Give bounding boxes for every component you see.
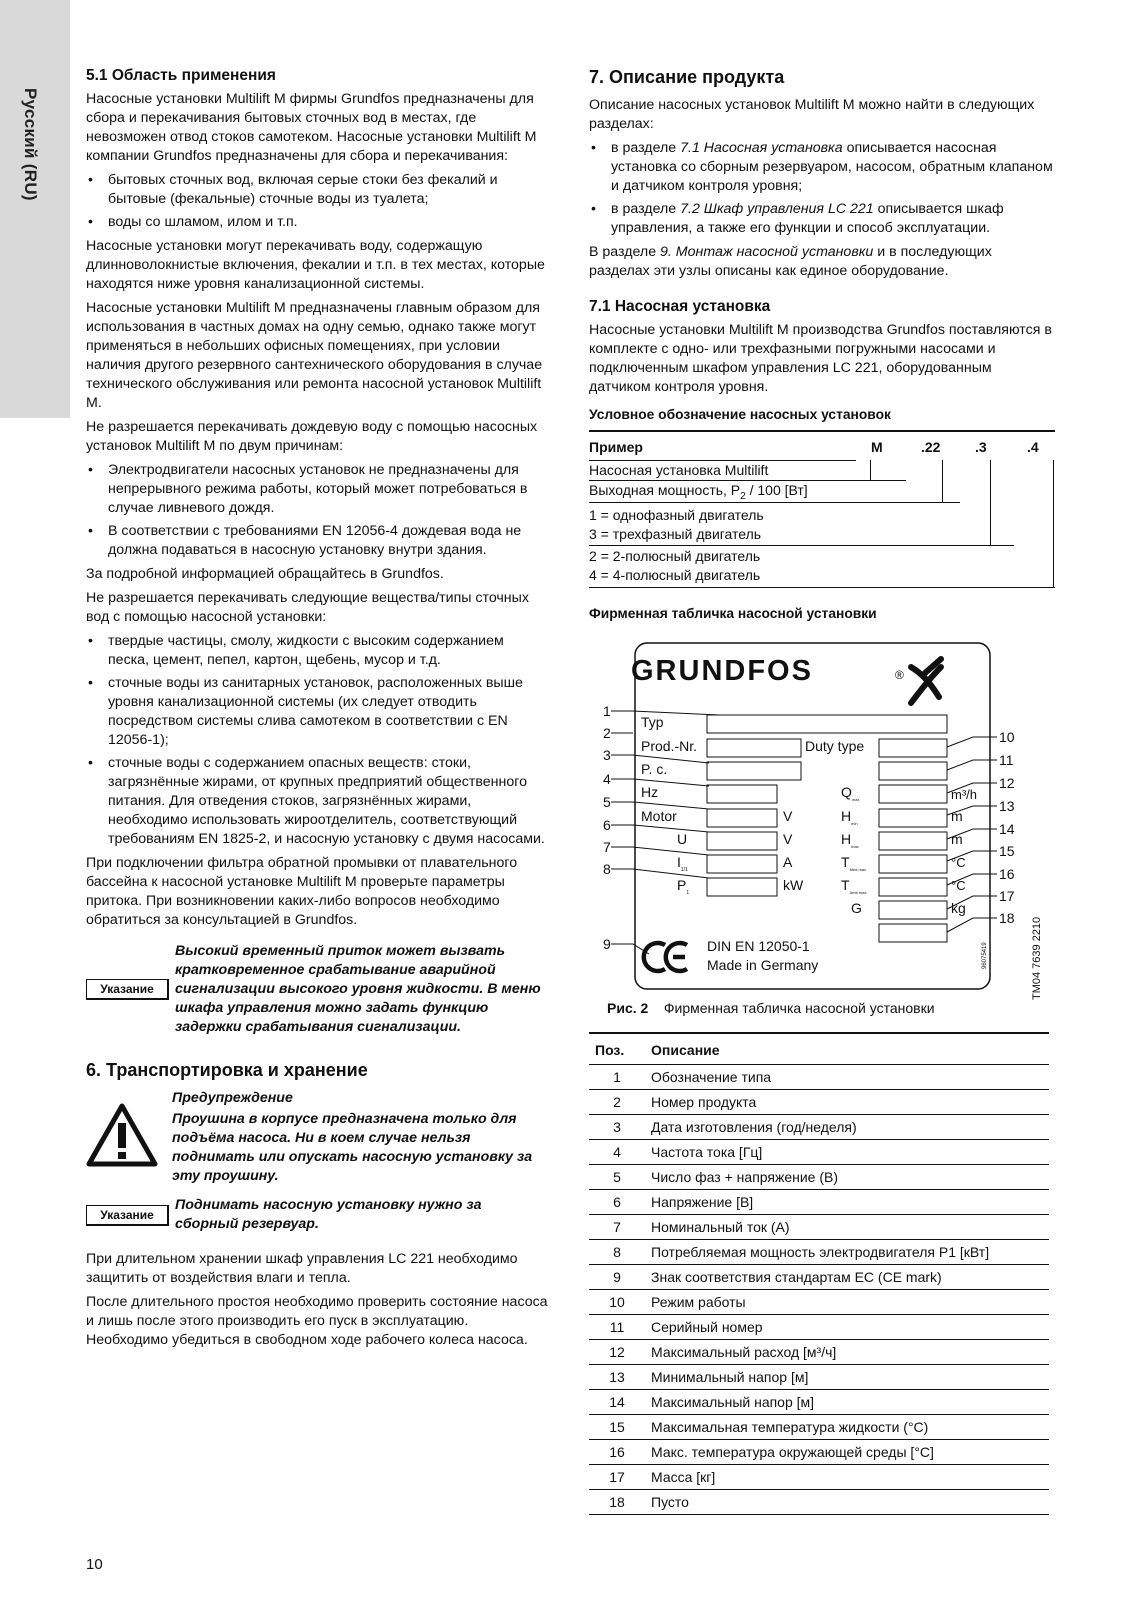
bullet-list xyxy=(589,139,1055,238)
callout-1: 1 xyxy=(603,703,611,719)
unit-m-max: m xyxy=(951,831,963,847)
label-typ: Typ xyxy=(641,714,664,730)
table-row xyxy=(589,1090,1049,1115)
paragraph: Не разрешается перекачивать следующие вещества/типы сточных вод с помощью насосной установки: xyxy=(86,590,529,625)
figure-label: Рис. 2 xyxy=(607,1000,649,1016)
note-text: Поднимать насосную установку нужно за сборный резервуар. xyxy=(175,1197,482,1232)
note-block xyxy=(86,1196,548,1234)
tm-code: TM04 7639 2210 xyxy=(1031,916,1043,1000)
designation-header-m: M xyxy=(871,439,883,455)
designation-header-poles: .4 xyxy=(1027,439,1039,455)
designation-caption: Условное обозначение насосных установок xyxy=(589,407,891,422)
table-row xyxy=(589,1265,1049,1290)
figure-caption xyxy=(607,999,1055,1018)
designation-table xyxy=(589,430,1055,590)
paragraph: Насосные установки Multilift M фирмы Grundfos предназначены для сбора и перекачивания бытовых сточных вод в местах, где невозможен отвод стоков самотеком. Насосные установки Multilift M компании Grundfos предназначены для сбора и перекачивания: xyxy=(86,91,537,164)
label-hz: Hz xyxy=(641,784,659,800)
row-description: Частота тока [Гц] xyxy=(645,1140,1049,1165)
header-pos: Поз. xyxy=(589,1033,645,1065)
callout-4: 4 xyxy=(603,771,611,787)
sidebar-language-label: Русский (RU) xyxy=(21,88,40,201)
standard-text: DIN EN 12050-1 xyxy=(707,938,810,954)
table-row xyxy=(589,1365,1049,1390)
figure-text: Фирменная табличка насосной установки xyxy=(663,1000,935,1016)
section-reference: 9. Монтаж насосной установки xyxy=(660,244,874,260)
paragraph: Насосные установки Multilift M предназначены главным образом для использования в частных домах на одну семью, однако также могут применяться в небольших офисных помещениях, при условии наличия другого резервного сантехнического оборудования в случае технического обслуживания или ремонта насосной установок Multilift M. xyxy=(86,300,543,411)
row-description: Обозначение типа xyxy=(645,1065,1049,1090)
table-row xyxy=(589,1165,1049,1190)
row-description: Серийный номер xyxy=(645,1315,1049,1340)
list-item: • Электродвигатели насосных установок не предназначены для непрерывного режима работы, который может потребоваться в случае ливневого дождя. xyxy=(86,461,548,518)
note-label: Указание xyxy=(86,979,169,1000)
unit-c-med: °C xyxy=(951,855,966,870)
tiny-code: 96075419 xyxy=(982,942,988,969)
callout-17: 17 xyxy=(999,888,1015,904)
list-item: • в разделе 7.2 Шкаф управления LC 221 описывается шкаф управления, а также его функции и способ эксплуатации. xyxy=(589,200,1055,238)
table-row xyxy=(589,1490,1049,1515)
left-column xyxy=(86,66,548,1355)
unit-kg: kg xyxy=(951,900,966,916)
designation-header-phase: .3 xyxy=(975,439,987,455)
row-description: Дата изготовления (год/неделя) xyxy=(645,1115,1049,1140)
section-5-1-heading: 5.1 Область применения xyxy=(86,67,276,84)
designation-header-example: Пример xyxy=(589,439,643,455)
section-reference: 7.1 Насосная установка xyxy=(680,140,843,156)
row-description: Масса [кг] xyxy=(645,1465,1049,1490)
table-header-row xyxy=(589,1033,1049,1065)
callout-10: 10 xyxy=(999,729,1015,745)
row-position: 7 xyxy=(589,1215,645,1240)
section-7-1-heading: 7.1 Насосная установка xyxy=(589,298,771,315)
callout-7: 7 xyxy=(603,839,611,855)
paragraph: При подключении фильтра обратной промывки от плавательного бассейна к насосной установке Multilift M проверьте параметры притока. При возникновении каких-либо вопросов необходимо обратиться за консультацией в Grundfos. xyxy=(86,855,518,928)
page-number: 10 xyxy=(86,1556,103,1573)
row-position: 4 xyxy=(589,1140,645,1165)
right-column xyxy=(589,66,1055,1515)
label-t-med-max: $T_{Med max}$ xyxy=(841,854,867,872)
label-u: U xyxy=(677,831,688,847)
row-description: Пусто xyxy=(645,1490,1049,1515)
row-description: Максимальный расход [м³/ч] xyxy=(645,1340,1049,1365)
bullet-list xyxy=(86,171,548,232)
row-description: Знак соответствия стандартам ЕС (CE mark) xyxy=(645,1265,1049,1290)
label-pc: P. c. xyxy=(641,761,668,777)
section-7-heading: 7. Описание продукта xyxy=(589,67,785,87)
row-position: 16 xyxy=(589,1440,645,1465)
row-position: 1 xyxy=(589,1065,645,1090)
callout-16: 16 xyxy=(999,866,1015,882)
table-row xyxy=(589,1140,1049,1165)
row-position: 14 xyxy=(589,1390,645,1415)
list-item: • бытовых сточных вод, включая серые стоки без фекалий и бытовые (фекальные) сточные воды из туалета; xyxy=(86,171,548,209)
unit-v-motor: V xyxy=(783,808,793,824)
list-item: • сточные воды из санитарных установок, расположенных выше уровня канализационной системы (их следует отводить посредством системы слива самотеком в соответствии с EN 12056-1); xyxy=(86,674,548,750)
label-g: G xyxy=(851,900,862,916)
row-position: 2 xyxy=(589,1090,645,1115)
row-description: Максимальный напор [м] xyxy=(645,1390,1049,1415)
unit-m3h: m³/h xyxy=(951,787,977,802)
table-row xyxy=(589,1465,1049,1490)
unit-kw: kW xyxy=(783,877,804,893)
row-position: 12 xyxy=(589,1340,645,1365)
designation-row-poles-4: 4 = 4-полюсный двигатель xyxy=(589,567,761,583)
table-row xyxy=(589,1290,1049,1315)
callout-14: 14 xyxy=(999,821,1015,837)
table-row xyxy=(589,1315,1049,1340)
brand-registered-mark: ® xyxy=(895,668,904,682)
bullet-list xyxy=(86,632,548,849)
note-block xyxy=(86,942,548,1037)
row-description: Число фаз + напряжение (В) xyxy=(645,1165,1049,1190)
paragraph: После длительного простоя необходимо проверить состояние насоса и лишь после этого производить его пуск в эксплуатацию. Необходимо убедиться в свободном ходе рабочего колеса насоса. xyxy=(86,1294,548,1348)
position-table-body xyxy=(589,1065,1049,1515)
nameplate-figure xyxy=(589,629,1055,995)
row-description: Напряжение [В] xyxy=(645,1190,1049,1215)
paragraph: В разделе 9. Монтаж насосной установки и в последующих разделах эти узлы описаны как единое оборудование. xyxy=(589,244,992,279)
paragraph: При длительном хранении шкаф управления LC 221 необходимо защитить от воздействия влаги и тепла. xyxy=(86,1251,518,1286)
row-description: Потребляемая мощность электродвигателя P1 [кВт] xyxy=(645,1240,1049,1265)
designation-row-phase-3: 3 = трехфазный двигатель xyxy=(589,526,762,542)
warning-triangle-icon xyxy=(86,1089,172,1186)
callout-2: 2 xyxy=(603,725,611,741)
bullet-list xyxy=(86,461,548,560)
row-position: 11 xyxy=(589,1315,645,1340)
row-description: Макс. температура окружающей среды [°C] xyxy=(645,1440,1049,1465)
paragraph: Насосные установки Multilift M производства Grundfos поставляются в комплекте с одно- или трехфазными погружными насосами и подключенным шкафом управления LC 221, оборудованным датчиком контроля уровня. xyxy=(589,322,1052,395)
warning-text: Проушина в корпусе предназначена только для подъёма насоса. Ни в коем случае нельзя поднимать или опускать насосную установку за эту проушину. xyxy=(172,1111,533,1184)
list-item: • сточные воды с содержанием опасных веществ: стоки, загрязнённые жирами, от крупных предприятий общественного питания. Для отведения стоков, загрязнённых жирами, необходимо использовать жироотделитель, соответствующий требованиям EN 1825-2, и насосную установку с двумя насосами. xyxy=(86,754,548,849)
warning-block xyxy=(86,1089,548,1186)
list-item: • в разделе 7.1 Насосная установка описывается насосная установка со сборным резервуаром, насосом, обратным клапаном и датчиком контроля уровня; xyxy=(589,139,1055,196)
table-row xyxy=(589,1390,1049,1415)
callout-5: 5 xyxy=(603,794,611,810)
designation-row-poles-2: 2 = 2-полюсный двигатель xyxy=(589,548,761,564)
designation-row-multilift: Насосная установка Multilift xyxy=(589,462,769,478)
table-row xyxy=(589,1190,1049,1215)
grundfos-brand: GRUNDFOS xyxy=(631,655,813,687)
table-row xyxy=(589,1440,1049,1465)
label-t-amb-max: $T_{Amb max}$ xyxy=(841,877,867,895)
unit-m-min: m xyxy=(951,808,963,824)
row-description: Максимальная температура жидкости (°C) xyxy=(645,1415,1049,1440)
label-i: $I_{1/1}$ xyxy=(677,854,688,873)
callout-8: 8 xyxy=(603,861,611,877)
callout-3: 3 xyxy=(603,747,611,763)
label-p: $P_1$ xyxy=(677,877,690,896)
unit-v: V xyxy=(783,831,793,847)
callout-12: 12 xyxy=(999,775,1015,791)
row-description: Минимальный напор [м] xyxy=(645,1365,1049,1390)
callout-18: 18 xyxy=(999,910,1015,926)
list-item: • твердые частицы, смолу, жидкости с высоким содержанием песка, цемент, пепел, картон, щебень, мусор и т.д. xyxy=(86,632,548,670)
row-description: Режим работы xyxy=(645,1290,1049,1315)
paragraph: За подробной информацией обращайтесь в Grundfos. xyxy=(86,566,444,582)
callout-6: 6 xyxy=(603,817,611,833)
row-description: Номер продукта xyxy=(645,1090,1049,1115)
made-in-text: Made in Germany xyxy=(707,957,819,973)
row-position: 18 xyxy=(589,1490,645,1515)
row-position: 3 xyxy=(589,1115,645,1140)
note-text: Высокий временный приток может вызвать кратковременное срабатывание аварийной сигнализации высокого уровня жидкости. В меню шкафа управления можно задать функцию задержки срабатывания сигнализации. xyxy=(175,943,541,1035)
callout-9: 9 xyxy=(603,936,611,952)
callout-11: 11 xyxy=(999,752,1014,768)
section-reference: 7.2 Шкаф управления LC 221 xyxy=(680,201,874,217)
row-description: Номинальный ток (A) xyxy=(645,1215,1049,1240)
row-position: 17 xyxy=(589,1465,645,1490)
language-sidebar xyxy=(0,0,70,418)
row-position: 15 xyxy=(589,1415,645,1440)
row-position: 5 xyxy=(589,1165,645,1190)
list-item: • В соответствии с требованиями EN 12056-4 дождевая вода не должна подаваться в насосную установку внутри здания. xyxy=(86,522,548,560)
label-duty-type: Duty type xyxy=(805,738,865,754)
table-row xyxy=(589,1065,1049,1090)
table-row xyxy=(589,1240,1049,1265)
designation-header-power: .22 xyxy=(921,439,941,455)
unit-a: A xyxy=(783,854,793,870)
label-h-min: $H_{min}$ xyxy=(841,808,858,826)
paragraph: Описание насосных установок Multilift M можно найти в следующих разделах: xyxy=(589,97,1035,132)
row-position: 10 xyxy=(589,1290,645,1315)
list-item: • воды со шламом, илом и т.п. xyxy=(86,213,548,232)
label-q-max: $Q_{max}$ xyxy=(841,784,860,802)
label-h-max: $H_{max}$ xyxy=(841,831,859,849)
table-row xyxy=(589,1340,1049,1365)
label-prod-nr: Prod.-Nr. xyxy=(641,738,698,754)
callout-13: 13 xyxy=(999,798,1015,814)
header-description: Описание xyxy=(645,1033,1049,1065)
row-position: 9 xyxy=(589,1265,645,1290)
callout-15: 15 xyxy=(999,843,1015,859)
paragraph: Насосные установки могут перекачивать воду, содержащую длинноволокнистые включения, фекалии и т.п. в тех местах, которые находятся ниже уровня канализационной системы. xyxy=(86,238,545,292)
unit-c-amb: °C xyxy=(951,878,966,893)
table-row xyxy=(589,1115,1049,1140)
paragraph: Не разрешается перекачивать дождевую воду с помощью насосных установок Multilift M по двум причинам: xyxy=(86,419,538,454)
nameplate-caption: Фирменная табличка насосной установки xyxy=(589,606,877,621)
position-table xyxy=(589,1032,1049,1515)
row-position: 8 xyxy=(589,1240,645,1265)
row-position: 13 xyxy=(589,1365,645,1390)
row-position: 6 xyxy=(589,1190,645,1215)
table-row xyxy=(589,1215,1049,1240)
label-motor: Motor xyxy=(641,808,677,824)
warning-title: Предупреждение xyxy=(172,1090,293,1106)
designation-row-power: Выходная мощность, $P_2 / 100$ [Вт] xyxy=(589,482,808,502)
note-label: Указание xyxy=(86,1205,169,1226)
table-row xyxy=(589,1415,1049,1440)
designation-row-phase-1: 1 = однофазный двигатель xyxy=(589,507,764,523)
section-6-heading: 6. Транспортировка и хранение xyxy=(86,1060,368,1080)
